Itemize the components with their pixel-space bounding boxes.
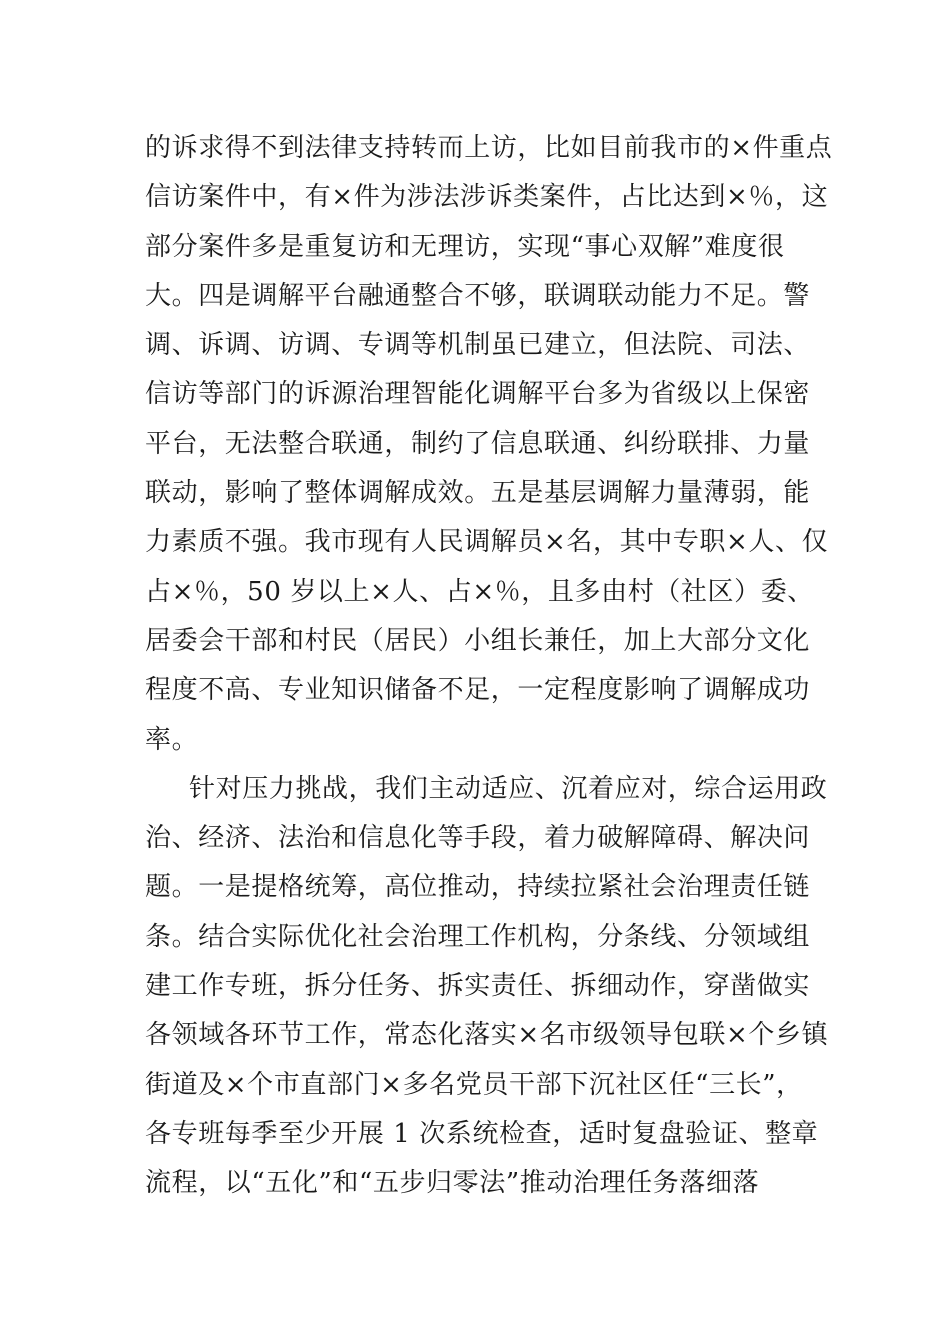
text-line: 占×％，50 岁以上×人、占×％，且多由村（社区）委、: [145, 576, 814, 607]
text-line: 大。四是调解平台融通整合不够，联调联动能力不足。警: [145, 280, 811, 311]
text-line: 调、诉调、访调、专调等机制虽已建立，但法院、司法、: [145, 330, 811, 361]
text-line: 流程，以“五化”和“五步归零法”推动治理任务落细落: [145, 1168, 760, 1199]
text-line: 联动，影响了整体调解成效。五是基层调解力量薄弱，能: [145, 478, 811, 509]
text-line: 平台，无法整合联通，制约了信息联通、纠纷联排、力量: [145, 428, 811, 459]
paragraph-1: [145, 124, 833, 765]
text-line: 各领域各环节工作，常态化落实×名市级领导包联×个乡镇: [145, 1020, 829, 1051]
text-line: 力素质不强。我市现有人民调解员×名，其中专职×人、仅: [145, 527, 829, 558]
text-line: 治、经济、法治和信息化等手段，着力破解障碍、解决问: [145, 823, 811, 854]
text-line: 部分案件多是重复访和无理访，实现“事心双解”难度很: [145, 231, 785, 262]
text-line: 各专班每季至少开展 1 次系统检查，适时复盘验证、整章: [145, 1118, 819, 1149]
text-line: 条。结合实际优化社会治理工作机构，分条线、分领域组: [145, 921, 811, 952]
text-line: 建工作专班，拆分任务、拆实责任、拆细动作，穿凿做实: [145, 971, 811, 1002]
text-line: 程度不高、专业知识储备不足，一定程度影响了调解成功: [145, 675, 811, 706]
text-line: 居委会干部和村民（居民）小组长兼任，加上大部分文化: [145, 625, 811, 656]
text-line: 针对压力挑战，我们主动适应、沉着应对，综合运用政: [189, 773, 828, 804]
text-line: 信访案件中，有×件为涉法涉诉类案件，占比达到×％，这: [145, 182, 829, 213]
text-line: 街道及×个市直部门×多名党员干部下沉社区任“三长”，: [145, 1069, 803, 1100]
text-line: 率。: [145, 724, 199, 755]
paragraph-2: [145, 765, 829, 1209]
text-line: 信访等部门的诉源治理智能化调解平台多为省级以上保密: [145, 379, 811, 410]
document-body: [145, 124, 833, 1209]
text-line: 题。一是提格统筹，高位推动，持续拉紧社会治理责任链: [145, 872, 811, 903]
text-line: 的诉求得不到法律支持转而上访，比如目前我市的×件重点: [145, 133, 833, 163]
